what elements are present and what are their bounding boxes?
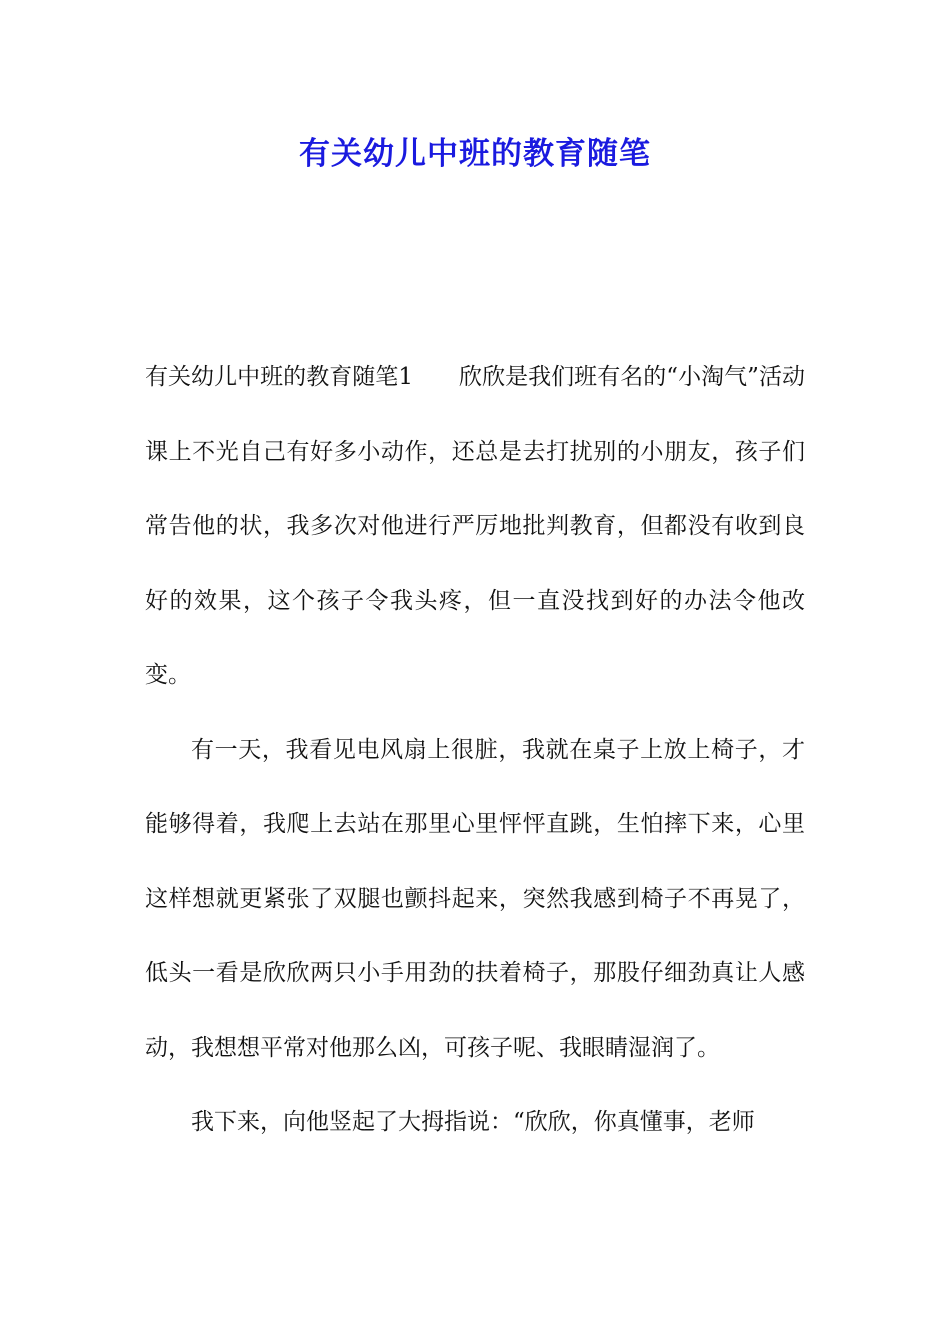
paragraph-1: 有关幼儿中班的教育随笔1 欣欣是我们班有名的“小淘气”活动课上不光自己有好多小动作，还总是去打扰别的小朋友，孩子们常告他的状，我多次对他进行严厉地批判教育，但都没有收到良好的效果，这个孩子令我头疼，但一直没找到好的办法令他改变。 bbox=[145, 364, 805, 688]
paragraph-3: 我下来，向他竖起了大拇指说：“欣欣，你真懂事，老师 bbox=[191, 1109, 755, 1135]
document-body bbox=[145, 340, 805, 1160]
document-title: 有关幼儿中班的教育随笔 bbox=[299, 136, 651, 172]
paragraph-2: 有一天，我看见电风扇上很脏，我就在桌子上放上椅子，才能够得着，我爬上去站在那里心里怦怦直跳，生怕摔下来，心里这样想就更紧张了双腿也颤抖起来，突然我感到椅子不再晃了，低头一看是欣欣两只小手用劲的扶着椅子，那股仔细劲真让人感动，我想想平常对他那么凶，可孩子呢、我眼睛湿润了。 bbox=[145, 736, 805, 1061]
